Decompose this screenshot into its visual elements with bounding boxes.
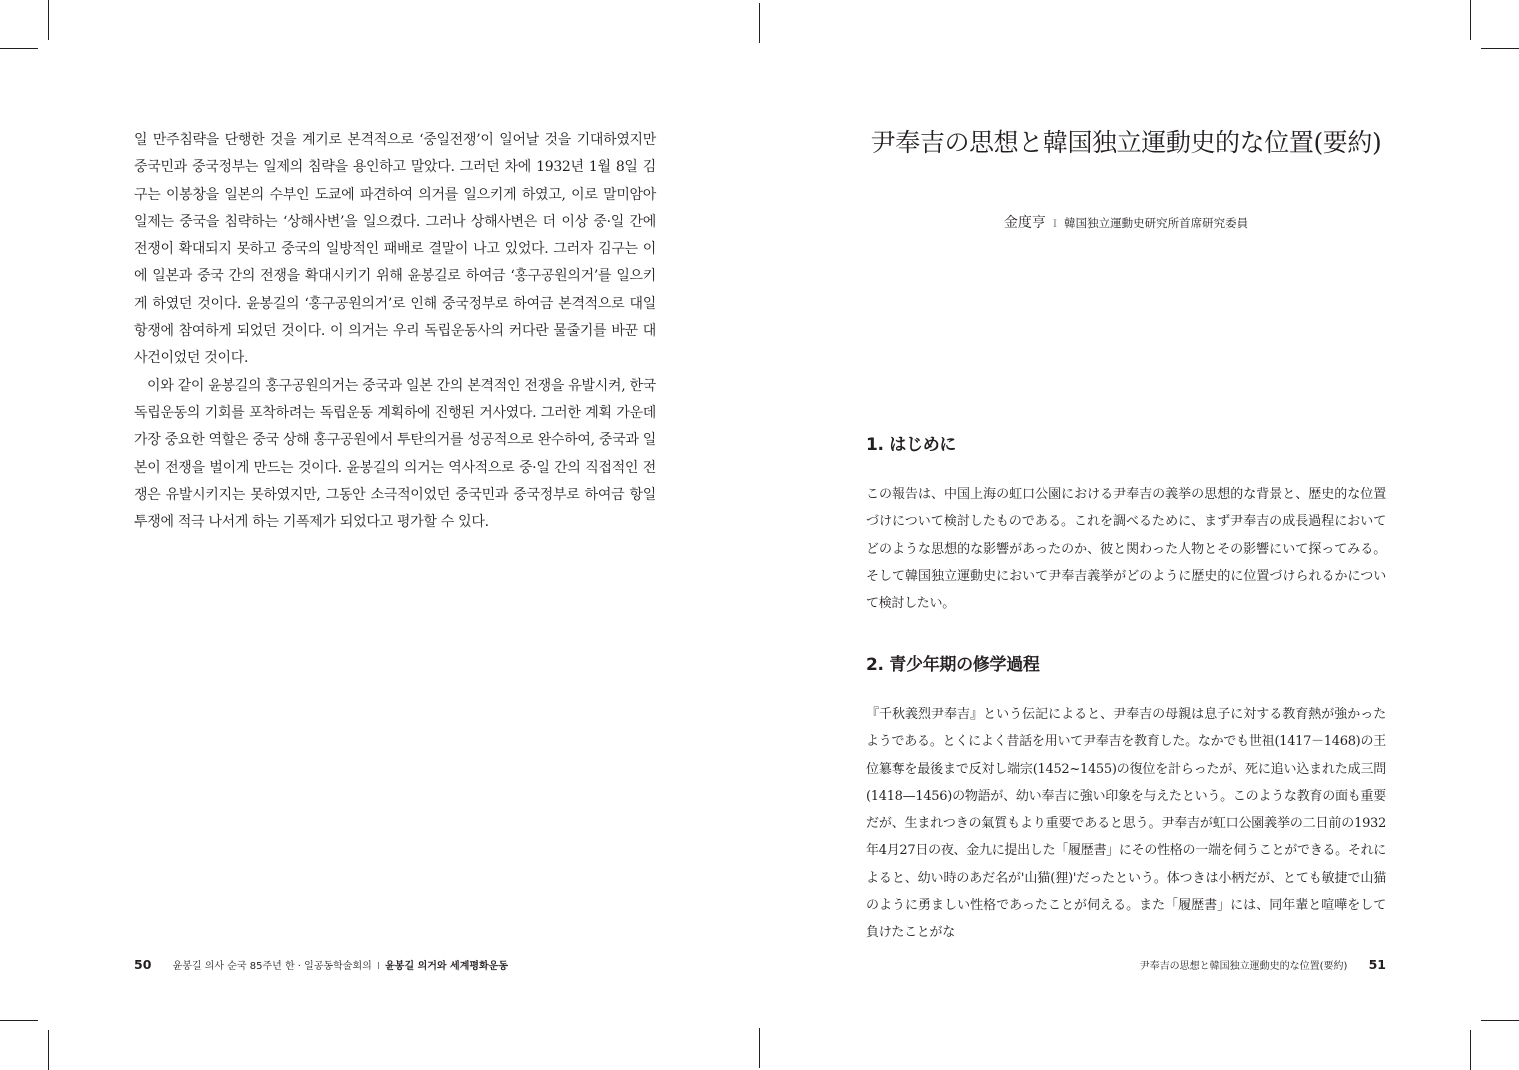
left-paragraph-2: 이와 같이 윤봉길의 홍구공원의거는 중국과 일본 간의 본격적인 전쟁을 유발시켜, 한국독립운동의 기회를 포착하려는 독립운동 계획하에 진행된 거사였다. 그러한 계획 가운데 가장 중요한 역할은 중국 상해 홍구공원에서 투탄의거를 성공적으로 완수하여, 중국과 일본이 전쟁을 벌이게 만드는 것이다. 윤봉길의 의거는 역사적으로 중·일 간의 직접적인 전쟁은 유발시키지는 못하였지만, 그동안 소극적이었던 중국민과 중국정부로 하여금 항일투쟁에 적극 나서게 하는 기폭제가 되었다고 평가할 수 있다. xyxy=(134,377,656,531)
article-title: 尹奉吉の思想と韓国独立運動史的な位置(要約) xyxy=(870,128,1382,157)
footer-separator: I xyxy=(376,961,380,972)
section-body-1: この報告は、中国上海の虹口公園における尹奉吉の義挙の思想的な背景と、歴史的な位置づけについて検討したものである。これを調べるために、まず尹奉吉の成長過程においてどのような思想的な影響があったのか、彼と関わった人物とその影響にいて探ってみる。そして韓国独立運動史において尹奉吉義挙がどのように歴史的に位置づけられるかについて検討したい。 xyxy=(866,487,1386,612)
center-crop-mark xyxy=(759,1028,760,1068)
section-heading-1: 1. はじめに xyxy=(866,435,957,455)
crop-mark xyxy=(1481,1020,1519,1021)
page-number-right: 51 xyxy=(1368,957,1386,972)
section-heading-2: 2. 青少年期の修学過程 xyxy=(866,655,1040,675)
crop-mark xyxy=(1470,0,1471,40)
author-affiliation: 韓国独立運動史研究所首席研究委員 xyxy=(1064,216,1249,230)
left-page-body xyxy=(134,127,656,536)
crop-mark xyxy=(1481,48,1519,49)
crop-mark xyxy=(1470,1030,1471,1070)
footer-running-title: 尹奉吉の思想と韓国独立運動史的な位置(要約) xyxy=(1139,961,1348,972)
footer-conference-title: 윤봉길 의사 순국 85주년 한 · 일공동학술회의 xyxy=(172,961,372,972)
crop-mark xyxy=(0,48,38,49)
section-body-2: 『千秋義烈尹奉吉』という伝記によると、尹奉吉の母親は息子に対する教育熱が強かったようである。とくによく昔話を用いて尹奉吉を教育した。なかでも世祖(1417－1468)の王位簒奪を最後まで反対し端宗(1452~1455)の復位を計らったが、死に追い込まれた成三問(1418—1456)の物語が、幼い奉吉に強い印象を与えたという。このような教育の面も重要だが、生まれつきの氣質もより重要であると思う。尹奉吉が虹口公園義挙の二日前の1932年4月27日の夜、金九に提出した「履歴書」にその性格の一端を伺うことができる。それによると、幼い時のあだ名が'山猫(狸)'だったという。体つきは小柄だが、とても敏捷で山猫のように勇ましい性格であったことが伺える。また「履歴書」には、同年輩と喧嘩をして負けたことがな xyxy=(866,707,1386,941)
author-separator: I xyxy=(1053,219,1057,230)
crop-mark xyxy=(48,0,49,40)
left-paragraph-1: 일 만주침략을 단행한 것을 계기로 본격적으로 ‘중일전쟁’이 일어날 것을 기대하였지만 중국민과 중국정부는 일제의 침략을 용인하고 말았다. 그러던 차에 1932년 1월 8일 김구는 이봉창을 일본의 수부인 도쿄에 파견하여 의거를 일으키게 하였고, 이로 말미암아 일제는 중국을 침략하는 ‘상해사변’을 일으켰다. 그러나 상해사변은 더 이상 중·일 간에 전쟁이 확대되지 못하고 중국의 일방적인 패배로 결말이 나고 있었다. 그러자 김구는 이에 일본과 중국 간의 전쟁을 확대시키기 위해 윤봉길로 하여금 ‘홍구공원의거’를 일으키게 하였던 것이다. 윤봉길의 ‘홍구공원의거’로 인해 중국정부로 하여금 본격적으로 대일항쟁에 참여하게 되었던 것이다. 이 의거는 우리 독립운동사의 커다란 물줄기를 바꾼 대사건이었던 것이다. xyxy=(134,132,656,367)
footer-subtitle: 윤봉길 의거와 세계평화운동 xyxy=(385,961,509,972)
page-number-left: 50 xyxy=(134,957,152,972)
right-page-footer xyxy=(1140,957,1386,972)
center-crop-mark xyxy=(759,3,760,43)
author-line xyxy=(866,212,1386,232)
left-page-footer xyxy=(134,957,508,972)
crop-mark xyxy=(48,1030,49,1070)
crop-mark xyxy=(0,1020,38,1021)
author-name: 金度亨 xyxy=(1003,215,1046,231)
